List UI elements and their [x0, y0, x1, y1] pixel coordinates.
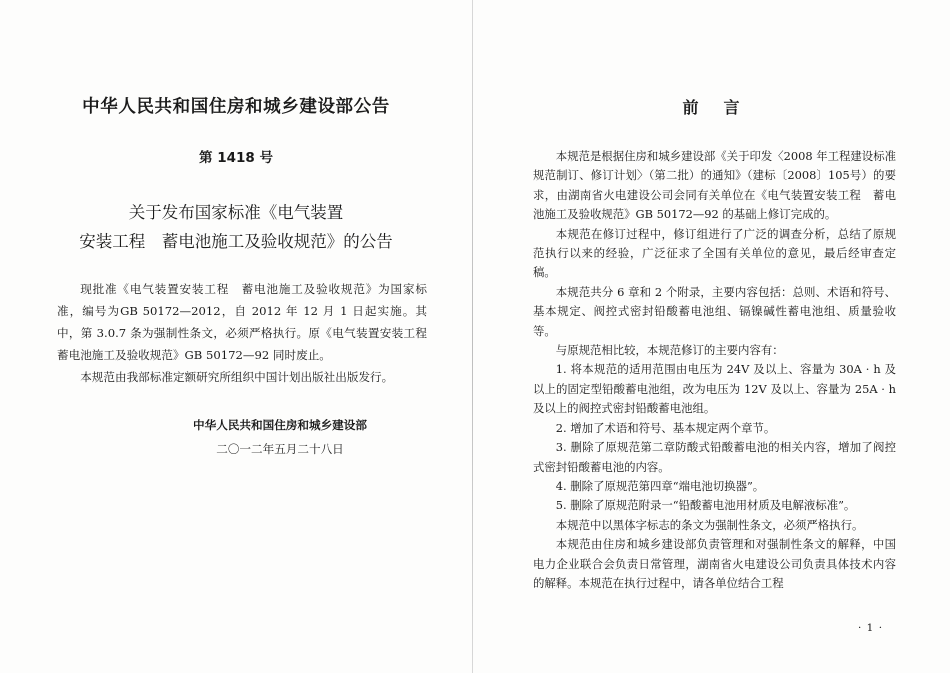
announcement-subject [0, 198, 472, 256]
foreword-paragraph: 与原规范相比较，本规范修订的主要内容有： [555, 343, 784, 358]
right-page [473, 0, 950, 673]
foreword-list-item: 5. 删除了原规范附录一“铅酸蓄电池用材质及电解液标准”。 [555, 498, 856, 513]
announcement-paragraph: 本规范由我部标准定额研究所组织中国计划出版社出版发行。 [80, 370, 394, 384]
foreword-body [533, 147, 896, 593]
foreword-title-char: 前 [682, 98, 700, 117]
signature-date: 二〇一二年五月二十八日 [216, 442, 344, 456]
foreword-list-item: 4. 删除了原规范第四章“端电池切换器”。 [555, 478, 765, 493]
foreword-paragraph: 本规范在修订过程中，修订组进行了广泛的调查分析，总结了原规范执行以来的经验，广泛征求了全国有关单位的意见，最后经审查定稿。 [533, 226, 896, 280]
foreword-paragraph: 本规范是根据住房和城乡建设部《关于印发〈2008 年工程建设标准规范制订、修订计划〉（第二批）的通知》（建标〔2008〕105号）的要求，由湖南省火电建设公司会同有关单位在《电气装置安装工程 蓄电池施工及验收规范》GB 50172—92 的基础上修订完成的。 [533, 149, 896, 222]
foreword-list-item: 3. 删除了原规范第二章防酸式铅酸蓄电池的相关内容，增加了阀控式密封铅酸蓄电池的内容。 [533, 440, 896, 474]
announcement-subject-line: 关于发布国家标准《电气装置 [128, 203, 344, 222]
announcement-number: 第 1418 号 [199, 150, 273, 166]
foreword-title [473, 95, 950, 118]
signature-organization: 中华人民共和国住房和城乡建设部 [193, 418, 367, 432]
announcement-subject-line: 安装工程 蓄电池施工及验收规范》的公告 [79, 232, 393, 251]
announcement-title: 中华人民共和国住房和城乡建设部公告 [82, 97, 390, 117]
foreword-title-char: 言 [723, 98, 741, 117]
foreword-paragraph: 本规范共分 6 章和 2 个附录，主要内容包括：总则、术语和符号、基本规定、阀控式密封铅酸蓄电池组、镉镍碱性蓄电池组、质量验收等。 [533, 284, 896, 338]
left-page [0, 0, 472, 673]
foreword-list-item: 2. 增加了术语和符号、基本规定两个章节。 [555, 420, 776, 435]
foreword-paragraph: 本规范中以黑体字标志的条文为强制性条文，必须严格执行。 [555, 517, 864, 532]
announcement-body [57, 278, 439, 388]
announcement-signature [150, 413, 410, 461]
announcement-paragraph: 现批准《电气装置安装工程 蓄电池施工及验收规范》为国家标准，编号为GB 50172—2012，自 2012 年 12 月 1 日起实施。其中，第 3.0.7 条为强制性条文，必须严格执行。原《电气装置安装工程 蓄电池施工及验收规范》GB 50172—92 同时废止。 [57, 282, 439, 362]
foreword-paragraph: 本规范由住房和城乡建设部负责管理和对强制性条文的解释，中国电力企业联合会负责日常管理，湖南省火电建设公司负责具体技术内容的解释。本规范在执行过程中，请各单位结合工程 [533, 537, 896, 590]
foreword-list-item: 1. 将本规范的适用范围由电压为 24V 及以上、容量为 30A · h 及以上的固定型铅酸蓄电池组，改为电压为 12V 及以上、容量为 25A · h 及以上的阀控式密封铅酸蓄电池组。 [533, 362, 896, 416]
page-number: · 1 · [858, 622, 884, 634]
